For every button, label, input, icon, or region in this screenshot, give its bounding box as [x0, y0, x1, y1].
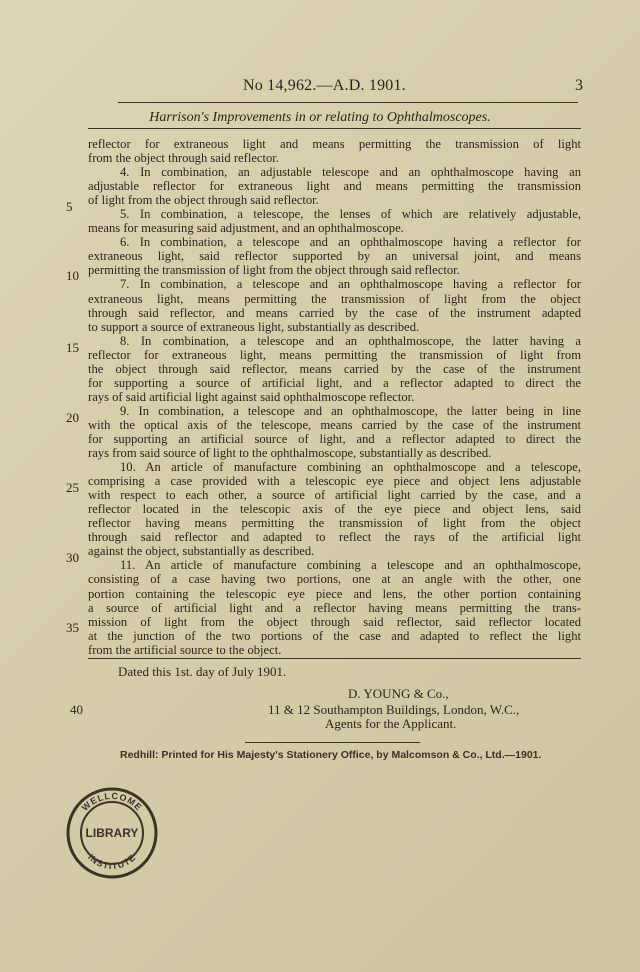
text-line: 6. In combination, a telescope and an ophthalmoscope having a reflector for: [120, 235, 581, 250]
line-number-25: 25: [66, 480, 79, 495]
text-line: at the junction of the two portions of the case and adapted to reflect the light: [88, 628, 581, 643]
text-line: with respect to each other, a source of artificial light carried by the case, and a: [88, 488, 581, 503]
subtitle-rule: [88, 128, 581, 129]
text-line: comprising a case provided with a telescopic eye piece and object lens adjustable: [88, 474, 581, 489]
text-line: 4. In combination, an adjustable telescope and an ophthalmoscope having an: [120, 165, 581, 180]
line-number-30: 30: [66, 550, 79, 565]
line-number-20: 20: [66, 410, 79, 425]
text-line: 8. In combination, a telescope and an ophthalmoscope, the latter having a: [120, 333, 581, 348]
agent-firm: D. YOUNG & Co.,: [348, 686, 449, 701]
header-rule: [118, 102, 578, 103]
text-line: for supporting an artificial source of light, and a reflector adapted to direct the: [88, 431, 581, 446]
text-line: 9. In combination, a telescope and an ophthalmoscope, the latter being in line: [120, 403, 581, 418]
text-line: for supporting a source of artificial light, and a reflector adapted to direct the: [88, 375, 581, 390]
text-line: 5. In combination, a telescope, the lenses of which are relatively adjustable,: [120, 207, 581, 222]
printer-rule: [245, 742, 420, 743]
printer-imprint: Redhill: Printed for His Majesty's Stationery Office, by Malcomson & Co., Ltd.—1901.: [120, 749, 542, 761]
line-number-10: 10: [66, 268, 79, 283]
text-line: means for measuring said adjustment, and an ophthalmoscope.: [88, 221, 404, 236]
text-line: 7. In combination, a telescope and an ophthalmoscope having a reflector for: [120, 277, 581, 292]
text-line: the object through said reflector, means carried by the case of the instrument: [88, 361, 581, 376]
text-line: 10. An article of manufacture combining an ophthalmoscope and a telescope,: [120, 460, 581, 475]
line-number-35: 35: [66, 620, 79, 635]
claims-text: [88, 137, 581, 657]
text-line: reflector located in the telescopic axis of the eye piece and object lens, said: [88, 502, 581, 517]
agent-role: Agents for the Applicant.: [325, 716, 457, 731]
text-line: a source of artificial light and a reflector having means permitting the trans-: [88, 600, 581, 615]
dated-line: Dated this 1st. day of July 1901.: [118, 664, 287, 679]
text-line: through said reflector, and means carried by the case of the instrument adapted: [88, 305, 581, 320]
text-line: from the artificial source to the object.: [88, 642, 282, 657]
running-title: Harrison's Improvements in or relating to Ophthalmoscopes.: [149, 110, 491, 125]
agent-address: 11 & 12 Southampton Buildings, London, W.C.,: [268, 702, 520, 717]
svg-text:LIBRARY: LIBRARY: [85, 826, 139, 840]
text-line: rays from said source of light to the ophthalmoscope, substantially as described.: [88, 446, 492, 461]
text-line: from the object through said reflector.: [88, 151, 279, 166]
text-line: portion containing the telescopic eye piece and lens, the other portion containing: [88, 586, 581, 601]
text-line: of light from the object through said reflector.: [88, 193, 319, 208]
library-stamp: [64, 785, 160, 881]
text-line: permitting the transmission of light from the object through said reflector.: [88, 263, 460, 278]
text-line: adjustable reflector for extraneous light and means permitting the transmission: [88, 179, 581, 194]
text-line: mission of light from the object through said reflector, said reflector located: [88, 614, 581, 629]
line-number-40: 40: [70, 702, 83, 717]
patent-number: No 14,962.—A.D. 1901.: [243, 77, 406, 94]
text-line: reflector having means permitting the transmission of light from the object: [88, 516, 581, 531]
closing-rule: [88, 658, 581, 659]
line-number-5: 5: [66, 199, 73, 214]
text-line: to support a source of extraneous light, substantially as described.: [88, 319, 420, 334]
text-line: extraneous light, means permitting the transmission of light from the object: [88, 291, 581, 306]
svg-text:INSTITUTE: INSTITUTE: [86, 851, 138, 872]
page-header: [0, 77, 640, 99]
library-stamp-icon: [64, 785, 160, 881]
text-line: extraneous light, said reflector supported by an universal joint, and means: [88, 249, 581, 264]
text-line: with the optical axis of the telescope, means carried by the case of the instrument: [88, 417, 581, 432]
text-line: rays of said artificial light against said ophthalmoscope reflector.: [88, 389, 415, 404]
page-number: 3: [575, 77, 583, 94]
text-line: reflector for extraneous light, means permitting the transmission of light from: [88, 347, 581, 362]
line-number-15: 15: [66, 340, 79, 355]
text-line: against the object, substantially as described.: [88, 544, 315, 559]
text-line: consisting of a case having two portions, one at an angle with the other, one: [88, 572, 581, 587]
text-line: 11. An article of manufacture combining a telescope and an ophthalmoscope,: [120, 558, 581, 573]
svg-text:WELLCOME: WELLCOME: [79, 790, 145, 813]
text-line: reflector for extraneous light and means permitting the transmission of light: [88, 137, 581, 151]
text-line: through said reflector and adapted to reflect the rays of the artificial light: [88, 530, 581, 545]
